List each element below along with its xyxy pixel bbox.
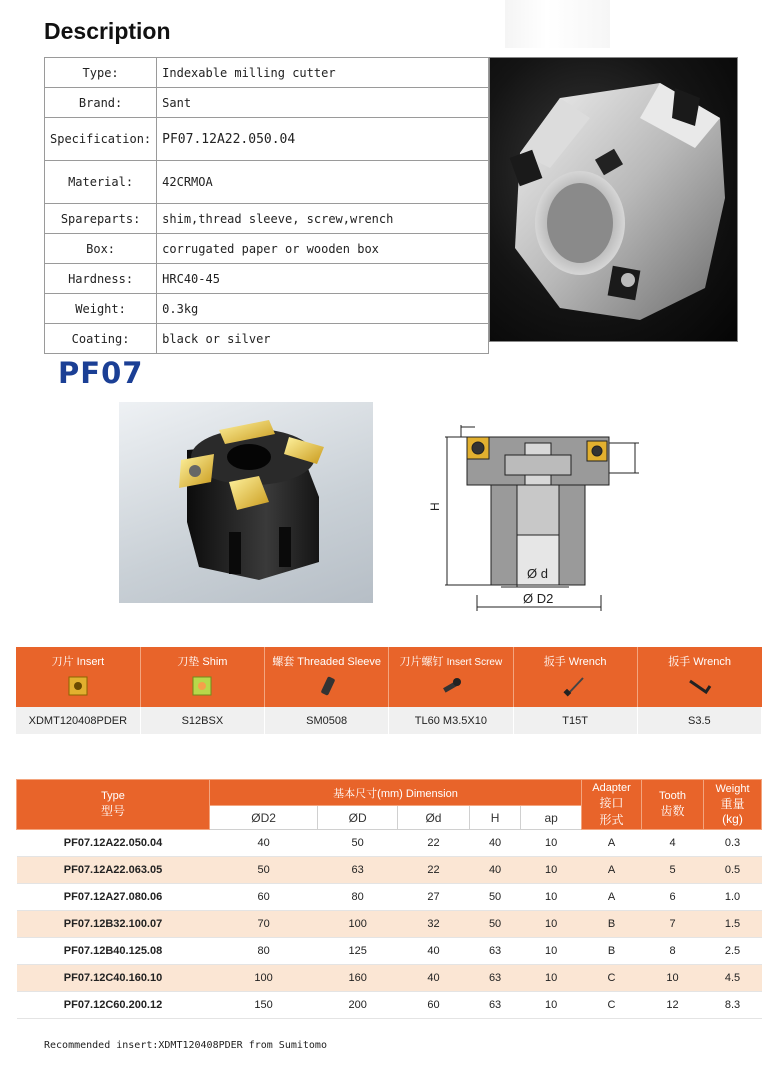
model-cell: PF07.12C40.160.10	[17, 965, 210, 992]
value-cell: 10	[521, 830, 582, 857]
desc-row	[45, 161, 489, 204]
insert-icon	[64, 675, 92, 697]
weight-unit: (kg)	[722, 812, 743, 826]
desc-value: 42CRMOA	[157, 161, 489, 204]
header-en: Threaded Sleeve	[297, 656, 382, 668]
dimension-table	[16, 779, 762, 1019]
parts-header-row	[16, 647, 762, 707]
header-en: Insert Screw	[446, 657, 503, 668]
desc-row	[45, 324, 489, 354]
dimension-header	[210, 780, 582, 806]
desc-value: Indexable milling cutter	[157, 58, 489, 88]
header-en: Shim	[202, 656, 228, 668]
insert-screw-icon	[437, 675, 465, 697]
value-cell: 63	[469, 938, 521, 965]
value-cell: 22	[398, 830, 470, 857]
sub-header-h: H	[469, 806, 521, 830]
value-cell: 60	[210, 884, 318, 911]
part-value: SM0508	[265, 707, 389, 734]
type-header	[17, 780, 210, 830]
watermark-graphic	[505, 0, 610, 48]
value-cell: 200	[318, 992, 398, 1019]
header-en: Insert	[76, 656, 105, 668]
spare-parts-table	[16, 647, 762, 734]
parts-header-wrench-t	[513, 647, 637, 707]
value-cell: C	[582, 965, 642, 992]
parts-header-threaded-sleeve	[265, 647, 389, 707]
value-cell: 2.5	[704, 938, 762, 965]
part-value: S3.5	[637, 707, 761, 734]
value-cell: 125	[318, 938, 398, 965]
table-row	[17, 884, 762, 911]
desc-key: Material:	[45, 161, 157, 204]
table-row	[17, 911, 762, 938]
parts-header-insert	[16, 647, 140, 707]
table-row	[17, 830, 762, 857]
header-en: Wrench	[693, 656, 731, 668]
parts-header-shim	[140, 647, 264, 707]
value-cell: 50	[469, 884, 521, 911]
value-cell: 100	[210, 965, 318, 992]
outer-diameter-label: Ø D2	[523, 591, 554, 606]
dims-header-row	[17, 780, 762, 806]
desc-key: Hardness:	[45, 264, 157, 294]
value-cell: 100	[318, 911, 398, 938]
weight-en: Weight	[715, 783, 750, 795]
desc-row	[45, 118, 489, 161]
value-cell: 0.3	[704, 830, 762, 857]
value-cell: 50	[469, 911, 521, 938]
desc-key: Spareparts:	[45, 204, 157, 234]
sub-header-d2: ØD2	[210, 806, 318, 830]
header-zh: 扳手	[668, 656, 691, 668]
model-cell: PF07.12A27.080.06	[17, 884, 210, 911]
value-cell: 5	[642, 857, 704, 884]
value-cell: 10	[521, 992, 582, 1019]
parts-value-row	[16, 707, 762, 734]
hex-key-icon	[686, 675, 714, 697]
weight-header	[704, 780, 762, 830]
shim-icon	[188, 675, 216, 697]
desc-value: shim,thread sleeve, screw,wrench	[157, 204, 489, 234]
value-cell: 40	[398, 965, 470, 992]
desc-value: Sant	[157, 88, 489, 118]
table-row	[17, 938, 762, 965]
dims-body	[17, 830, 762, 1019]
header-en: Wrench	[568, 656, 607, 668]
desc-row	[45, 234, 489, 264]
adapter-zh1: 接口	[599, 795, 624, 810]
value-cell: 12	[642, 992, 704, 1019]
tooth-header	[642, 780, 704, 830]
table-row	[17, 857, 762, 884]
value-cell: 0.5	[704, 857, 762, 884]
model-cell: PF07.12B32.100.07	[17, 911, 210, 938]
page-heading: Description	[44, 18, 171, 44]
type-zh: 型号	[100, 804, 125, 818]
value-cell: 60	[398, 992, 470, 1019]
part-value: TL60 M3.5X10	[389, 707, 513, 734]
header-zh: 刀片	[51, 656, 74, 668]
value-cell: 10	[642, 965, 704, 992]
sub-header-d: Ød	[398, 806, 470, 830]
value-cell: A	[582, 884, 642, 911]
value-cell: 80	[210, 938, 318, 965]
part-value: T15T	[513, 707, 637, 734]
desc-key: Box:	[45, 234, 157, 264]
value-cell: 32	[398, 911, 470, 938]
tooth-zh: 齿数	[660, 804, 685, 818]
adapter-header	[582, 780, 642, 830]
desc-row	[45, 264, 489, 294]
sub-header-ap: ap	[521, 806, 582, 830]
bore-diameter-label: Ø d	[527, 566, 548, 581]
header-zh: 扳手	[543, 656, 566, 668]
value-cell: C	[582, 992, 642, 1019]
value-cell: 40	[469, 830, 521, 857]
cutter-render	[119, 402, 373, 603]
desc-value: black or silver	[157, 324, 489, 354]
tooth-en: Tooth	[659, 790, 686, 802]
description-table	[44, 57, 489, 354]
value-cell: 63	[318, 857, 398, 884]
desc-value: corrugated paper or wooden box	[157, 234, 489, 264]
value-cell: 10	[521, 857, 582, 884]
threaded-sleeve-icon	[313, 675, 341, 697]
value-cell: B	[582, 938, 642, 965]
desc-row	[45, 58, 489, 88]
value-cell: 70	[210, 911, 318, 938]
value-cell: A	[582, 830, 642, 857]
desc-row	[45, 88, 489, 118]
value-cell: 10	[521, 884, 582, 911]
value-cell: 150	[210, 992, 318, 1019]
value-cell: 80	[318, 884, 398, 911]
desc-key: Weight:	[45, 294, 157, 324]
cutter-photo	[489, 57, 738, 342]
desc-key: Specification:	[45, 118, 157, 161]
value-cell: 10	[521, 911, 582, 938]
adapter-en: Adapter	[592, 781, 631, 794]
sub-header-D: ØD	[318, 806, 398, 830]
adapter-zh2: 形式	[599, 812, 624, 827]
model-cell: PF07.12C60.200.12	[17, 992, 210, 1019]
dimension-zh: 基本尺寸(mm)	[333, 787, 403, 800]
value-cell: 1.5	[704, 911, 762, 938]
header-zh: 刀片螺钉	[399, 656, 444, 668]
header-zh: 刀垫	[177, 656, 200, 668]
value-cell: 7	[642, 911, 704, 938]
dimension-en: Dimension	[405, 787, 458, 800]
model-title: PF07	[58, 356, 144, 390]
weight-zh: 重量	[720, 797, 745, 811]
value-cell: 22	[398, 857, 470, 884]
value-cell: 1.0	[704, 884, 762, 911]
desc-key: Type:	[45, 58, 157, 88]
value-cell: 40	[210, 830, 318, 857]
desc-value: PF07.12A22.050.04	[157, 118, 489, 161]
parts-header-insert-screw	[389, 647, 513, 707]
height-label: H	[428, 502, 442, 511]
parts-header-wrench-hex	[637, 647, 761, 707]
model-cell: PF07.12B40.125.08	[17, 938, 210, 965]
header-zh: 螺套	[272, 656, 295, 668]
technical-drawing	[425, 415, 650, 620]
part-value: S12BSX	[140, 707, 264, 734]
value-cell: A	[582, 857, 642, 884]
value-cell: 27	[398, 884, 470, 911]
value-cell: 50	[210, 857, 318, 884]
value-cell: 50	[318, 830, 398, 857]
value-cell: 8.3	[704, 992, 762, 1019]
desc-value: HRC40-45	[157, 264, 489, 294]
value-cell: 63	[469, 965, 521, 992]
recommendation-note: Recommended insert:XDMT120408PDER from Sumitomo	[44, 1040, 327, 1051]
model-cell: PF07.12A22.050.04	[17, 830, 210, 857]
value-cell: 10	[521, 938, 582, 965]
value-cell: 40	[469, 857, 521, 884]
value-cell: 6	[642, 884, 704, 911]
part-value: XDMT120408PDER	[16, 707, 140, 734]
desc-key: Brand:	[45, 88, 157, 118]
type-en: Type	[101, 790, 125, 802]
desc-row	[45, 294, 489, 324]
table-row	[17, 992, 762, 1019]
desc-row	[45, 204, 489, 234]
value-cell: 4.5	[704, 965, 762, 992]
value-cell: 10	[521, 965, 582, 992]
value-cell: B	[582, 911, 642, 938]
desc-value: 0.3kg	[157, 294, 489, 324]
value-cell: 4	[642, 830, 704, 857]
value-cell: 8	[642, 938, 704, 965]
value-cell: 63	[469, 992, 521, 1019]
screwdriver-icon	[561, 675, 589, 697]
desc-key: Coating:	[45, 324, 157, 354]
value-cell: 160	[318, 965, 398, 992]
model-cell: PF07.12A22.063.05	[17, 857, 210, 884]
value-cell: 40	[398, 938, 470, 965]
table-row	[17, 965, 762, 992]
